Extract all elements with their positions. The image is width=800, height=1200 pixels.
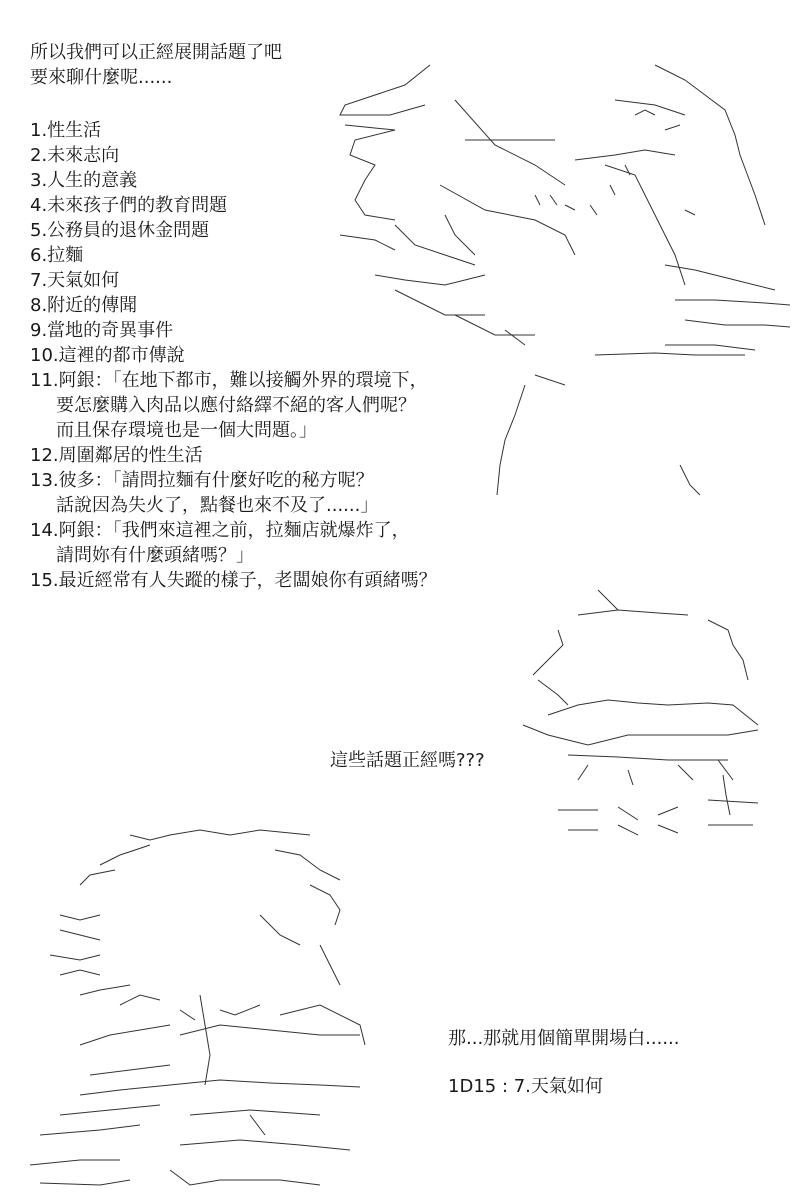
character-art-bottom [20,825,380,1195]
list-item: 6.拉麵 [30,245,84,266]
list-item: 3.人生的意義 [30,170,138,191]
list-item: 14.阿銀：「我們來這裡之前，拉麵店就爆炸了， 請問妳有什麼頭緒嗎？」 [30,520,410,566]
intro-line: 所以我們可以正經展開話題了吧 [30,42,282,63]
intro-line: 要來聊什麼呢...... [30,67,173,88]
list-item: 4.未來孩子們的教育問題 [30,195,228,216]
list-item: 15.最近經常有人失蹤的樣子，老闆娘你有頭緒嗎？ [30,570,437,591]
list-item: 9.當地的奇異事件 [30,320,174,341]
character-art-large [335,55,795,505]
intro-text [30,40,282,90]
list-item: 1.性生活 [30,120,102,141]
list-item: 12.周圍鄰居的性生活 [30,445,203,466]
character-art-small [518,585,798,845]
list-item: 8.附近的傳聞 [30,295,138,316]
dice-roll-result: 1D15 : 7.天氣如何 [448,1076,603,1097]
list-item: 13.彼多：「請問拉麵有什麼好吃的秘方呢？ 話說因為失火了，點餐也來不及了......」 [30,470,379,516]
list-item: 7.天氣如何 [30,270,120,291]
list-item: 10.這裡的都市傳說 [30,345,185,366]
list-item: 2.未來志向 [30,145,120,166]
list-item: 5.公務員的退休金問題 [30,220,210,241]
list-item: 11.阿銀：「在地下都市，難以接觸外界的環境下， 要怎麼購入肉品以應付絡繹不絕的客人們呢？ 而且保存環境也是一個大問題。」 [30,370,428,441]
opening-text: 那...那就用個簡單開場白...... [448,1028,680,1049]
question-text: 這些話題正經嗎??? [330,750,485,771]
